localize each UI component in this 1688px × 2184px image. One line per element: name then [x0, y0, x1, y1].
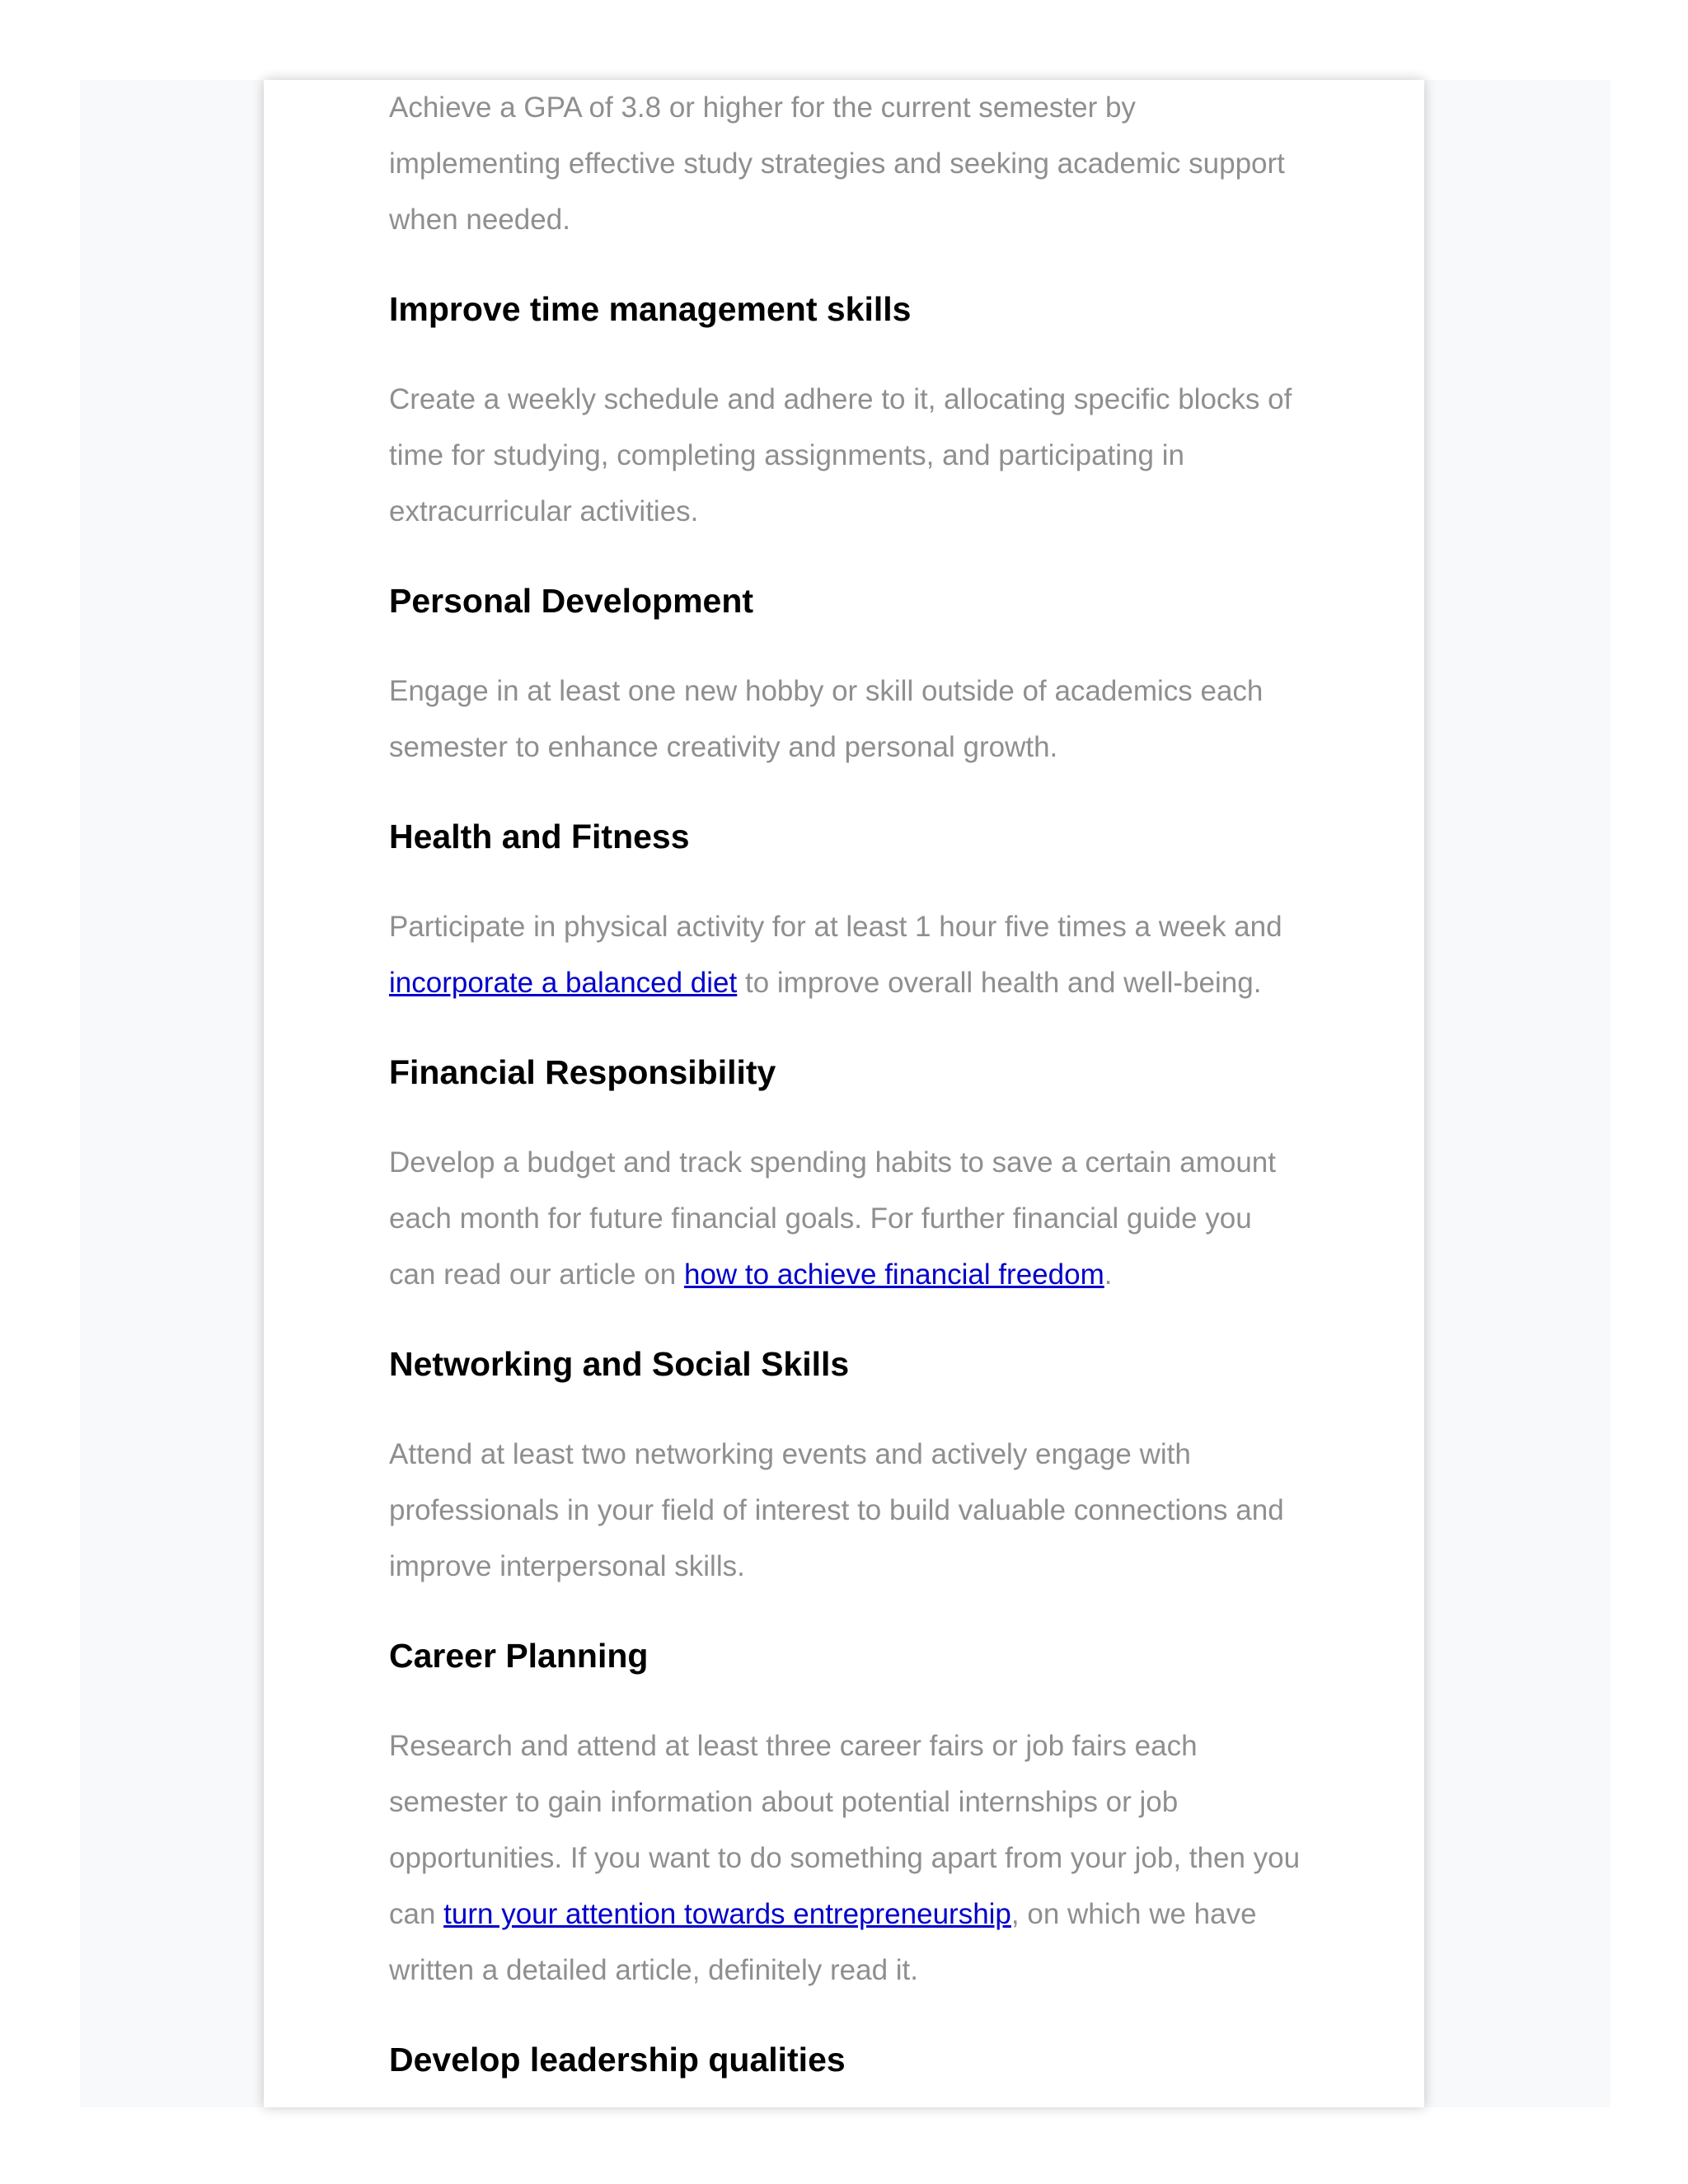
entrepreneurship-link[interactable]: turn your attention towards entrepreneurship: [443, 1898, 1011, 1930]
heading-networking: Networking and Social Skills: [389, 1345, 850, 1383]
paragraph-health-fitness: [389, 899, 1304, 1011]
paragraph-text-after: to improve overall health and well-being.: [737, 967, 1262, 999]
heading-financial-responsibility: Financial Responsibility: [389, 1053, 776, 1091]
document-page: [264, 80, 1424, 2107]
heading-personal-development: Personal Development: [389, 582, 754, 620]
paragraph-financial-responsibility: [389, 1135, 1304, 1303]
intro-paragraph: [389, 80, 1304, 248]
paragraph-text-after: .: [1104, 1258, 1113, 1291]
financial-freedom-link[interactable]: how to achieve financial freedom: [683, 1258, 1104, 1291]
paragraph-personal-development: [389, 663, 1304, 776]
intro-text: Achieve a GPA of 3.8 or higher for the current semester by implementing effective study strategies and seeking academic support when needed.: [389, 91, 1285, 236]
paragraph-time-management: [389, 372, 1304, 540]
paragraph-text: Create a weekly schedule and adhere to it, allocating specific blocks of time for studying, completing assignments, and participating in extracurricular activities.: [389, 383, 1292, 527]
balanced-diet-link[interactable]: incorporate a balanced diet: [389, 967, 738, 999]
paragraph-text: Engage in at least one new hobby or skill outside of academics each semester to enhance creativity and personal growth.: [389, 675, 1264, 763]
heading-health-fitness: Health and Fitness: [389, 818, 690, 855]
article-body: [389, 80, 1304, 2088]
paragraph-text-before: Participate in physical activity for at least 1 hour five times a week and: [389, 911, 1282, 943]
paragraph-text-after: , on which we have written a detailed article, definitely read it.: [389, 1898, 1257, 1986]
heading-time-management: Improve time management skills: [389, 290, 912, 328]
paragraph-text-before: Research and attend at least three career fairs or job fairs each semester to gain information about potential internships or job opportunities. If you want to do something apart from your job, then you can: [389, 1730, 1301, 1930]
heading-leadership: Develop leadership qualities: [389, 2041, 846, 2079]
heading-career-planning: Career Planning: [389, 1637, 649, 1675]
paragraph-text: Attend at least two networking events and actively engage with professionals in your field of interest to build valuable connections and improve interpersonal skills.: [389, 1438, 1284, 1582]
paragraph-networking: [389, 1427, 1304, 1595]
paragraph-career-planning: [389, 1718, 1304, 1999]
paragraph-text-before: Develop a budget and track spending habits to save a certain amount each month for future financial goals. For further financial guide you can read our article on: [389, 1146, 1276, 1291]
